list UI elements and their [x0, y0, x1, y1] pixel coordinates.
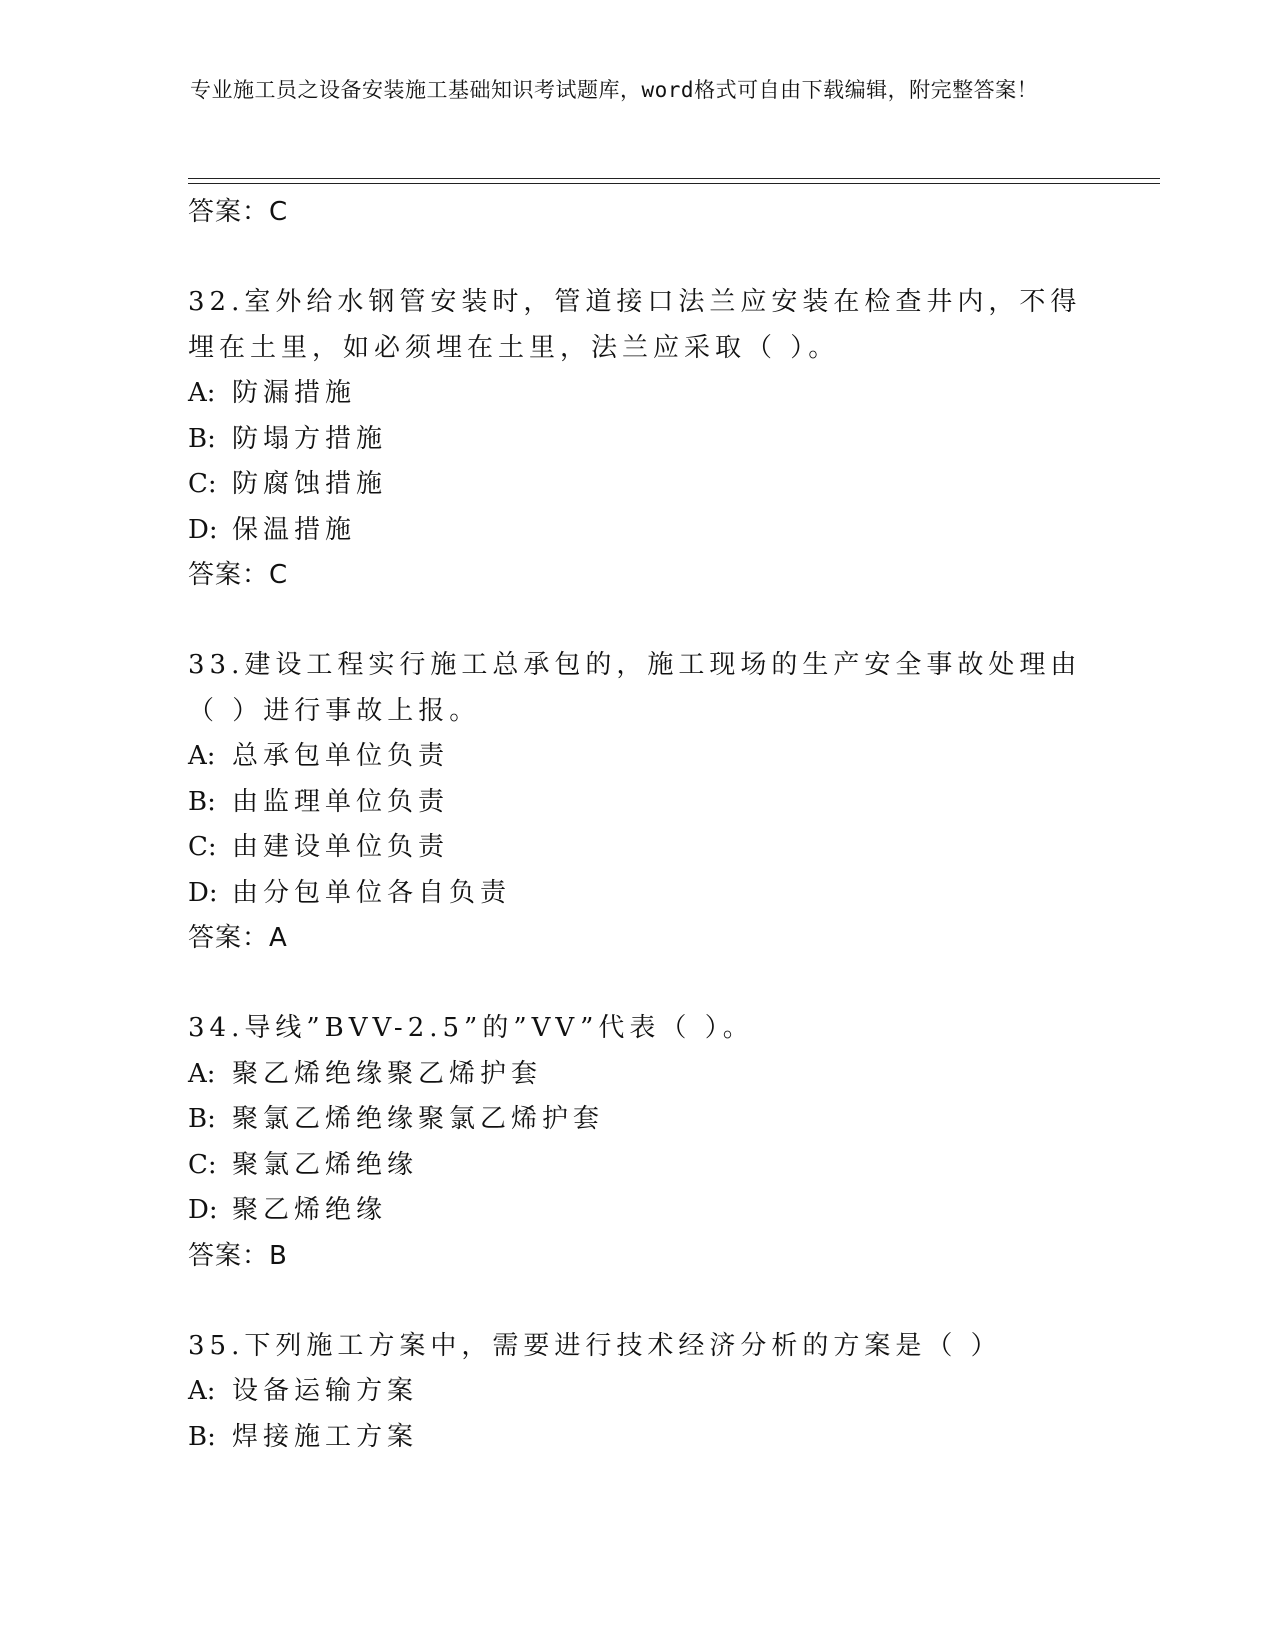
option-text: 聚氯乙烯绝缘聚氯乙烯护套	[232, 1104, 605, 1134]
option-letter: C:	[188, 1149, 217, 1180]
option-text: 保温措施	[232, 514, 357, 545]
option-text: 焊接施工方案	[232, 1421, 419, 1452]
answer-line: 答案：C	[188, 560, 289, 590]
option-line	[188, 1188, 1128, 1234]
question-item	[188, 280, 1128, 598]
option-line	[188, 508, 1128, 554]
option-text: 总承包单位负责	[232, 741, 450, 771]
option-line	[188, 871, 1128, 917]
option-letter: A:	[188, 1058, 216, 1089]
option-letter: C:	[188, 832, 217, 862]
question-text: 32.室外给水钢管安装时，管道接口法兰应安装在检查井内，不得埋在土里，如必须埋在土里，法兰应采取（ ）。	[188, 287, 1082, 363]
option-text: 防腐蚀措施	[232, 469, 388, 499]
option-text: 设备运输方案	[232, 1376, 419, 1406]
question-item	[188, 643, 1128, 961]
answer-line: 答案：C	[188, 197, 289, 227]
question-item	[188, 1006, 1128, 1279]
header-divider-bottom	[188, 183, 1160, 184]
option-letter: D:	[188, 1195, 218, 1225]
option-letter: C:	[188, 469, 217, 499]
question-list	[188, 190, 1128, 1460]
option-letter: B:	[188, 786, 216, 817]
option-line	[188, 1143, 1128, 1189]
option-text: 防漏措施	[232, 378, 357, 408]
document-header: 专业施工员之设备安装施工基础知识考试题库，word格式可自由下载编辑，附完整答案！	[190, 78, 1039, 102]
option-line	[188, 1052, 1128, 1098]
option-letter: B:	[188, 423, 216, 454]
option-line	[188, 780, 1128, 826]
option-text: 防塌方措施	[232, 423, 388, 454]
answer-line: 答案：B	[188, 1240, 288, 1271]
option-letter: B:	[188, 1421, 216, 1452]
question-text: 33.建设工程实行施工总承包的，施工现场的生产安全事故处理由（ ）进行事故上报。	[188, 650, 1082, 726]
option-line	[188, 417, 1128, 463]
option-line	[188, 734, 1128, 780]
option-line	[188, 1097, 1128, 1143]
option-letter: B:	[188, 1104, 216, 1134]
option-text: 由分包单位各自负责	[232, 877, 512, 908]
option-line	[188, 825, 1128, 871]
option-text: 由建设单位负责	[232, 832, 450, 862]
option-line	[188, 371, 1128, 417]
option-text: 由监理单位负责	[232, 786, 450, 817]
header-divider-top	[188, 178, 1160, 179]
question-item	[188, 1324, 1128, 1461]
option-letter: A:	[188, 378, 216, 408]
question-text: 35.下列施工方案中，需要进行技术经济分析的方案是（ ）	[188, 1330, 1002, 1361]
option-letter: A:	[188, 741, 216, 771]
option-letter: A:	[188, 1376, 216, 1406]
question-text: 34.导线”BVV-2.5”的”VV”代表（ ）。	[188, 1013, 754, 1043]
option-letter: D:	[188, 877, 218, 908]
option-line	[188, 1369, 1128, 1415]
option-text: 聚乙烯绝缘	[232, 1195, 388, 1225]
option-text: 聚氯乙烯绝缘	[232, 1149, 419, 1180]
option-line	[188, 1415, 1128, 1461]
answer-line: 答案：A	[188, 923, 288, 953]
option-letter: D:	[188, 514, 218, 545]
option-line	[188, 462, 1128, 508]
option-text: 聚乙烯绝缘聚乙烯护套	[232, 1058, 543, 1089]
